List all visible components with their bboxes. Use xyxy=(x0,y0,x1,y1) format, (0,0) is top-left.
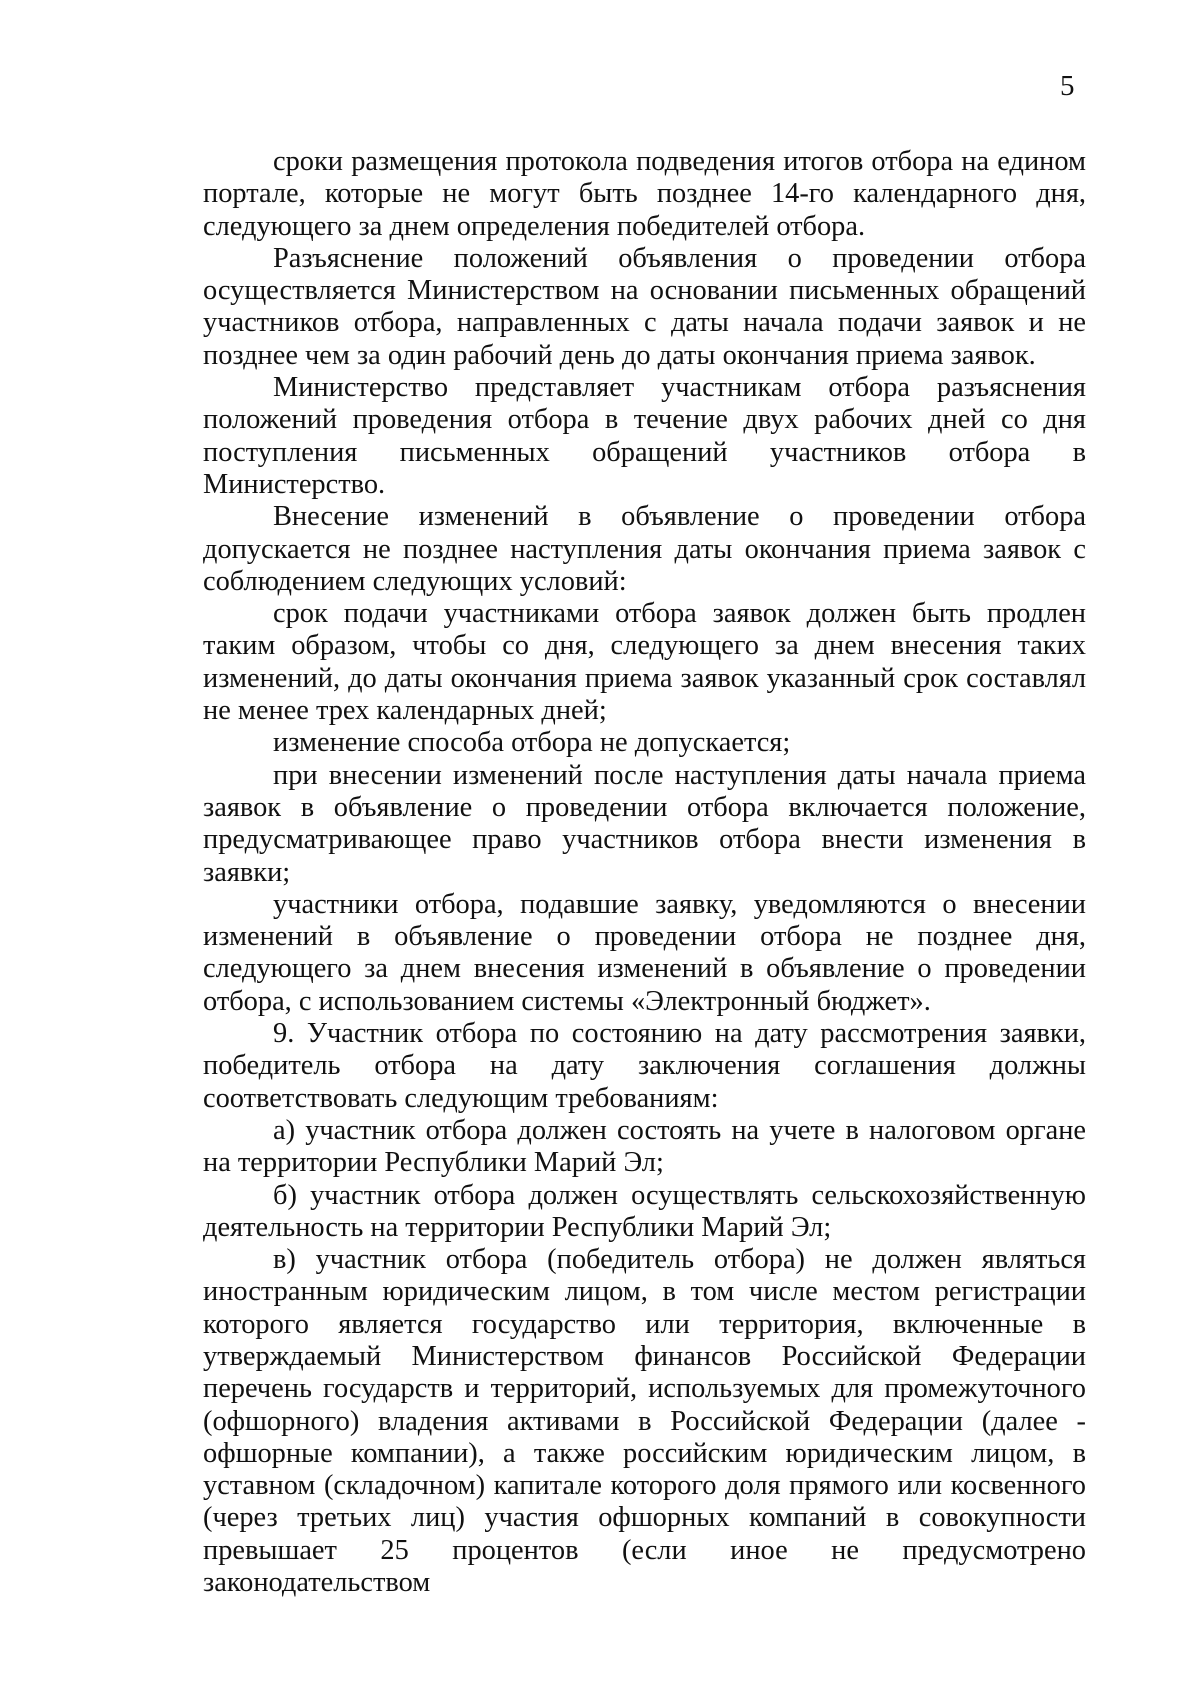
paragraph-clarification-requests: Разъяснение положений объявления о проведении отбора осуществляется Министерством на основании письменных обращений участников отбора, направленных с даты начала подачи заявок и не позднее чем за один рабочий день до даты окончания приема заявок. xyxy=(203,242,1086,371)
paragraph-requirement-a: а) участник отбора должен состоять на учете в налоговом органе на территории Республики Марий Эл; xyxy=(203,1114,1086,1179)
paragraph-amendments-allowed: Внесение изменений в объявление о проведении отбора допускается не позднее наступления даты окончания приема заявок с соблюдением следующих условий: xyxy=(203,501,1086,597)
paragraph-participant-notification: участники отбора, подавшие заявку, уведомляются о внесении изменений в объявление о проведении отбора не позднее дня, следующего за днем внесения изменений в объявление о проведении отбора, с использованием системы «Электронный бюджет». xyxy=(203,888,1086,1017)
paragraph-ministry-clarifications: Министерство представляет участникам отбора разъяснения положений проведения отбора в течение двух рабочих дней со дня поступления письменных обращений участников отбора в Министерство. xyxy=(203,372,1086,500)
paragraph-right-to-amend: при внесении изменений после наступления даты начала приема заявок в объявление о проведении отбора включается положение, предусматривающее право участников отбора внести изменения в заявки; xyxy=(203,759,1086,888)
paragraph-method-unchanged: изменение способа отбора не допускается; xyxy=(273,727,791,759)
paragraph-requirements-intro: 9. Участник отбора по состоянию на дату рассмотрения заявки, победитель отбора на дату заключения соглашения должны соответствовать следующим требованиям: xyxy=(203,1018,1086,1114)
paragraph-requirement-b: б) участник отбора должен осуществлять сельскохозяйственную деятельность на территории Республики Марий Эл; xyxy=(203,1179,1086,1243)
paragraph-deadline-extension: срок подачи участниками отбора заявок должен быть продлен таким образом, чтобы со дня, следующего за днем внесения таких изменений, до даты окончания приема заявок указанный срок составлял не менее трех календарных дней; xyxy=(203,598,1086,727)
page-number: 5 xyxy=(1060,70,1075,102)
document-body xyxy=(203,146,1086,1599)
paragraph-requirement-v: в) участник отбора (победитель отбора) не должен являться иностранным юридическим лицом, в том числе местом регистрации которого является государство или территория, включенные в утверждаемый Министерством финансов Российской Федерации перечень государств и территорий, используемых для промежуточного (офшорного) владения активами в Российской Федерации (далее - офшорные компании), а также российским юридическим лицом, в уставном (складочном) капитале которого доля прямого или косвенного (через третьих лиц) участия офшорных компаний в совокупности превышает 25 процентов (если иное не предусмотрено законодательством xyxy=(203,1244,1086,1599)
paragraph-protocol-deadline: сроки размещения протокола подведения итогов отбора на едином портале, которые не могут быть позднее 14-го календарного дня, следующего за днем определения победителей отбора. xyxy=(203,146,1086,242)
